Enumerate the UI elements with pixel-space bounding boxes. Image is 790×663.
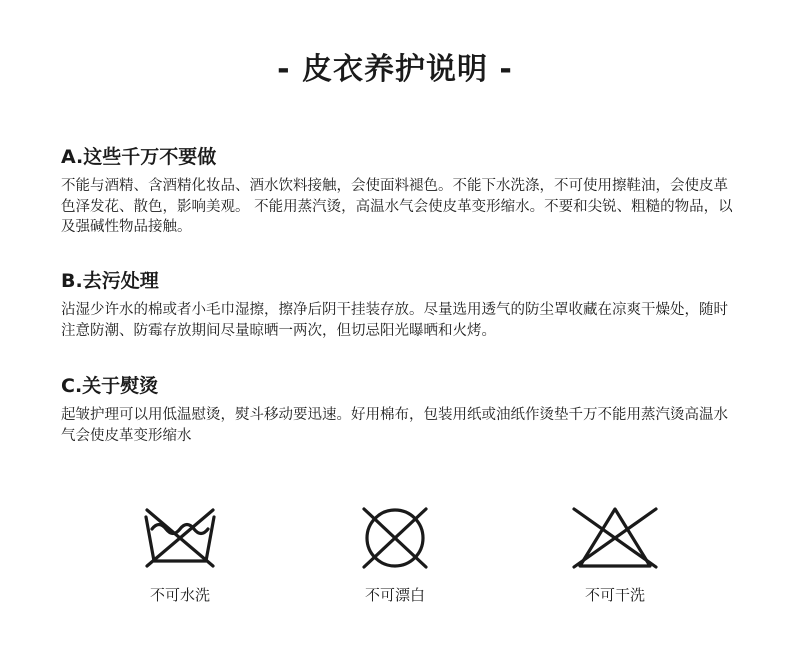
- care-item-no-bleach: [335, 505, 455, 605]
- care-label: 不可干洗: [584, 586, 645, 604]
- care-label: 不可水洗: [149, 586, 210, 604]
- section-stain-removal: [61, 269, 733, 341]
- section-dont-do: [61, 145, 733, 238]
- section-body: 不能与酒精、含酒精化妆品、酒水饮料接触，会使面料褪色。不能下水洗涤，不可使用擦鞋油，会使皮革色泽发花、散色，影响美观。 不能用蒸汽烫，高温水气会使皮革变形缩水。不要和尖锐、粗糙的物品，以及强碱性物品接触。: [61, 178, 733, 235]
- section-heading: A.这些千万不要做: [61, 146, 217, 168]
- section-body: 沾湿少许水的棉或者小毛巾湿擦，擦净后阴干挂装存放。尽量选用透气的防尘罩收藏在凉爽干燥处，随时注意防潮、防霉存放期间尽量晾晒一两次，但切忌阳光曝晒和火烤。: [61, 302, 728, 339]
- section-heading: C.关于熨烫: [61, 375, 159, 397]
- care-label: 不可漂白: [364, 586, 425, 604]
- care-item-no-wash: [120, 505, 240, 605]
- no-bleach-icon: [360, 505, 430, 571]
- section-ironing: [61, 374, 733, 446]
- no-wash-icon: [142, 505, 218, 571]
- section-body: 起皱护理可以用低温慰烫，熨斗移动要迅速。好用棉布，包装用纸或油纸作烫垫千万不能用蒸汽烫高温水气会使皮革变形缩水: [61, 407, 728, 444]
- page-title: - 皮衣养护说明 -: [277, 52, 513, 87]
- care-item-no-dry-clean: [555, 505, 675, 605]
- no-dry-clean-icon: [570, 505, 660, 571]
- section-heading: B.去污处理: [61, 270, 159, 292]
